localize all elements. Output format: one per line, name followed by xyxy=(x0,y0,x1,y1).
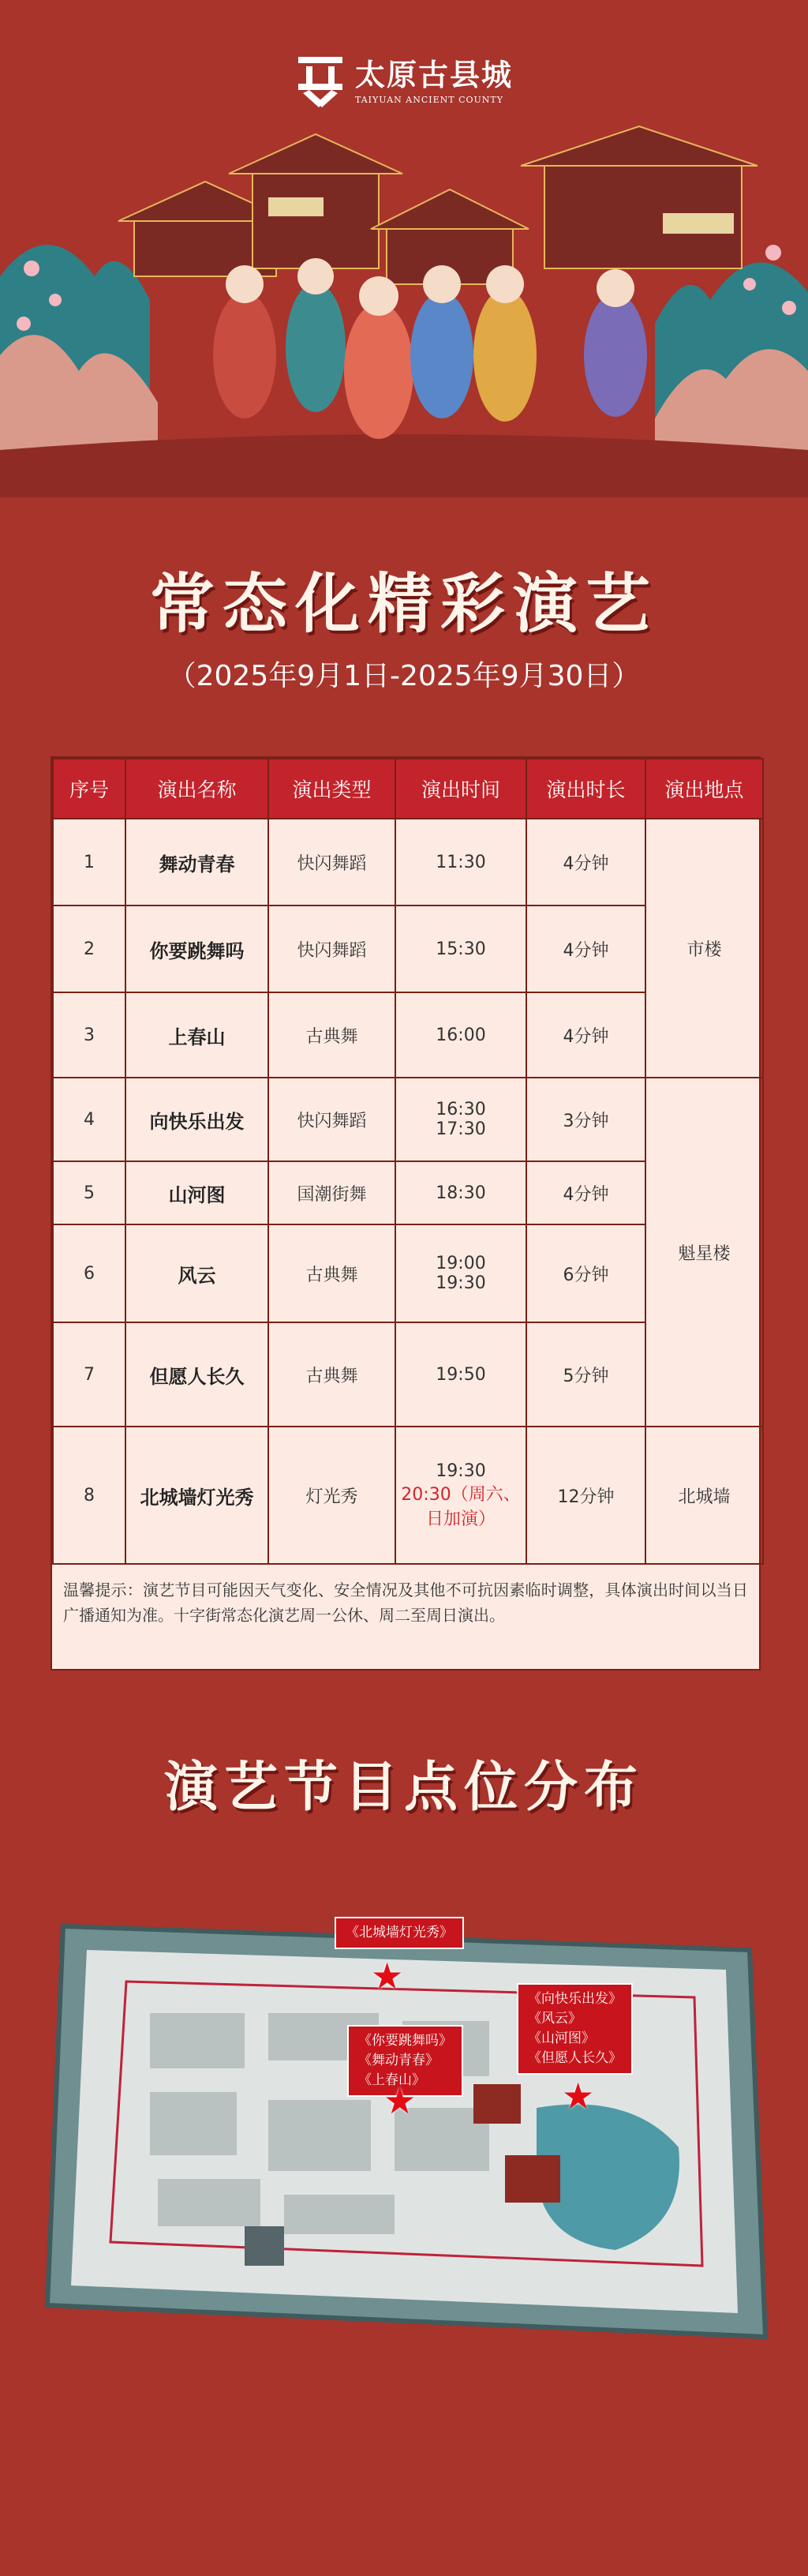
table-row xyxy=(53,1078,763,1161)
column-header: 演出时间 xyxy=(395,759,526,819)
table-header-row xyxy=(53,759,763,819)
cell-type: 国潮街舞 xyxy=(268,1161,395,1224)
map-label-east xyxy=(517,1983,633,2075)
cell-name: 但愿人长久 xyxy=(125,1322,268,1427)
cell-type: 快闪舞蹈 xyxy=(268,1078,395,1161)
cell-time: 16:00 xyxy=(395,992,526,1078)
label-line: 《但愿人长久》 xyxy=(528,2050,622,2066)
cell-duration: 12分钟 xyxy=(526,1427,645,1564)
cell-type: 快闪舞蹈 xyxy=(268,819,395,906)
cell-no: 5 xyxy=(53,1161,125,1224)
schedule-table xyxy=(50,756,761,1670)
cell-no: 4 xyxy=(53,1078,125,1161)
column-header: 演出名称 xyxy=(125,759,268,819)
cell-duration: 4分钟 xyxy=(526,1161,645,1224)
logo-english-name: TAIYUAN ANCIENT COUNTY xyxy=(354,94,504,105)
cell-type: 灯光秀 xyxy=(268,1427,395,1564)
column-header: 演出类型 xyxy=(268,759,395,819)
star-marker-icon: ★ xyxy=(562,2075,595,2117)
cell-name: 你要跳舞吗 xyxy=(125,906,268,992)
cell-time xyxy=(395,1078,526,1161)
cell-name: 山河图 xyxy=(125,1161,268,1224)
cell-no: 7 xyxy=(53,1322,125,1427)
cell-duration: 4分钟 xyxy=(526,906,645,992)
cell-time: 18:30 xyxy=(395,1161,526,1224)
cell-duration: 4分钟 xyxy=(526,819,645,906)
cell-name: 向快乐出发 xyxy=(125,1078,268,1161)
label-line: 《舞动青春》 xyxy=(358,2053,439,2068)
cell-duration: 5分钟 xyxy=(526,1322,645,1427)
cell-name: 北城墙灯光秀 xyxy=(125,1427,268,1564)
cell-no: 6 xyxy=(53,1224,125,1322)
label-line: 《向快乐出发》 xyxy=(528,1991,622,2007)
cell-no: 8 xyxy=(53,1427,125,1564)
time-second: 19:30 xyxy=(436,1273,486,1293)
map-section-title: 演艺节目点位分布 xyxy=(163,1756,644,1819)
logo-chinese-name: 太原古县城 xyxy=(354,56,513,92)
header-logo xyxy=(0,54,808,111)
cell-type: 古典舞 xyxy=(268,992,395,1078)
cell-time: 11:30 xyxy=(395,819,526,906)
cell-location: 北城墙 xyxy=(645,1427,763,1564)
column-header: 序号 xyxy=(53,759,125,819)
column-header: 演出地点 xyxy=(645,759,763,819)
date-range: （2025年9月1日-2025年9月30日） xyxy=(167,660,641,692)
time-extra: 20:30（周六、日加演） xyxy=(401,1484,521,1529)
cell-name: 风云 xyxy=(125,1224,268,1322)
time-first: 19:00 xyxy=(436,1254,486,1273)
page-title: 常态化精彩演艺 xyxy=(149,566,658,642)
map-label-north: 《北城墙灯光秀》 xyxy=(335,1917,464,1949)
cell-no: 2 xyxy=(53,906,125,992)
label-line: 《山河图》 xyxy=(528,2030,595,2046)
cell-type: 古典舞 xyxy=(268,1322,395,1427)
hero-illustration xyxy=(0,118,808,497)
cell-location: 市楼 xyxy=(645,819,763,1078)
cell-time: 19:50 xyxy=(395,1322,526,1427)
cell-name: 上春山 xyxy=(125,992,268,1078)
map-illustration xyxy=(32,1895,776,2384)
cell-type: 古典舞 xyxy=(268,1224,395,1322)
table-row xyxy=(53,819,763,906)
cell-no: 3 xyxy=(53,992,125,1078)
cell-location: 魁星楼 xyxy=(645,1078,763,1427)
cell-duration: 4分钟 xyxy=(526,992,645,1078)
table-row xyxy=(53,1427,763,1564)
time-first: 19:30 xyxy=(436,1460,486,1481)
cell-time xyxy=(395,1224,526,1322)
label-line: 《你要跳舞吗》 xyxy=(358,2033,452,2049)
cell-time: 15:30 xyxy=(395,906,526,992)
star-marker-icon: ★ xyxy=(383,2079,417,2122)
cell-no: 1 xyxy=(53,819,125,906)
column-header: 演出时长 xyxy=(526,759,645,819)
time-first: 16:30 xyxy=(436,1100,486,1119)
venue-map xyxy=(32,1895,776,2384)
label-line: 《上春山》 xyxy=(358,2072,425,2088)
table-note: 温馨提示：演艺节目可能因天气变化、安全情况及其他不可抗因素临时调整，具体演出时间以当日广播通知为准。十字街常态化演艺周一公休、周二至周日演出。 xyxy=(63,1580,748,1625)
cell-time xyxy=(395,1427,526,1564)
star-marker-icon: ★ xyxy=(371,1955,404,1997)
logo-mark-icon xyxy=(295,54,346,111)
time-second: 17:30 xyxy=(436,1119,486,1139)
cell-name: 舞动青春 xyxy=(125,819,268,906)
label-line: 《风云》 xyxy=(528,2011,582,2027)
cell-duration: 3分钟 xyxy=(526,1078,645,1161)
cell-type: 快闪舞蹈 xyxy=(268,906,395,992)
cell-duration: 6分钟 xyxy=(526,1224,645,1322)
